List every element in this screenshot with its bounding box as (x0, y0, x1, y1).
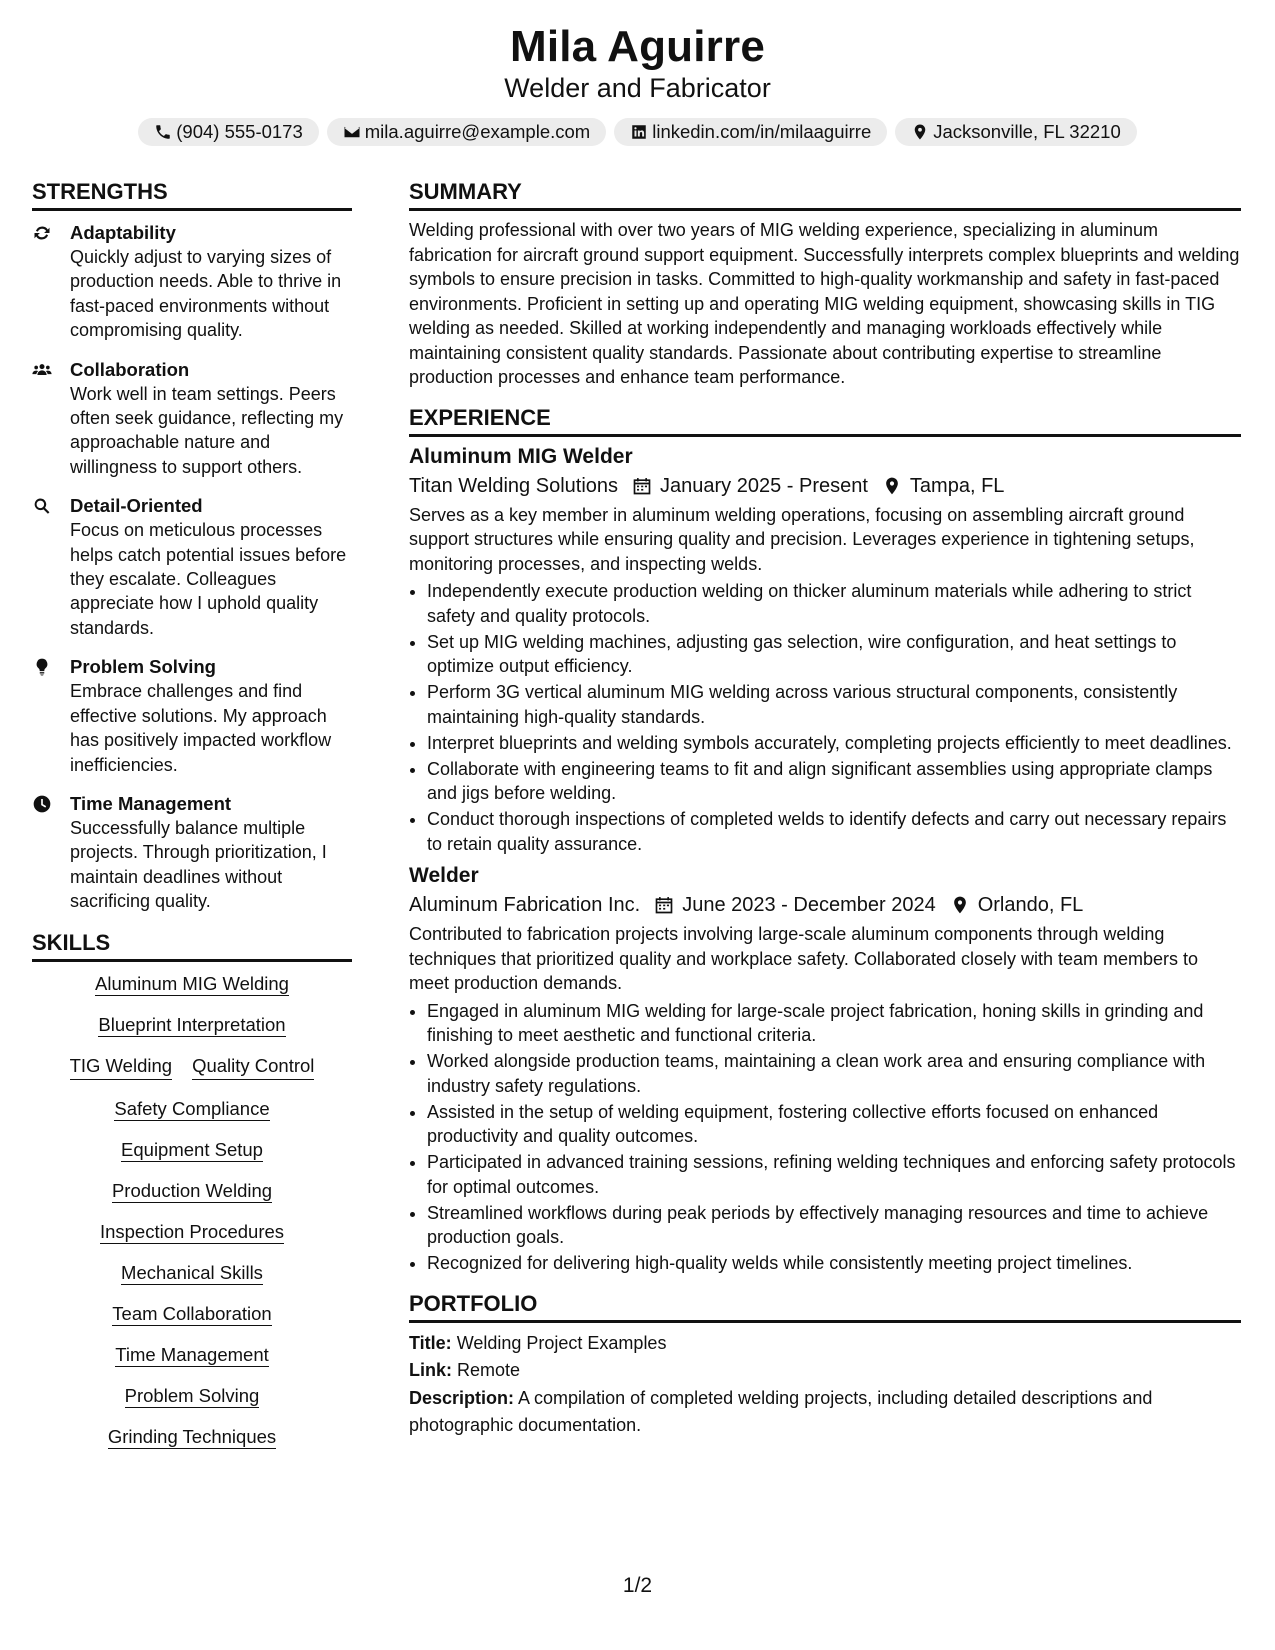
portfolio-link-value[interactable]: Remote (457, 1360, 521, 1380)
page-number: 1/2 (622, 1574, 653, 1597)
job-company: Aluminum Fabrication Inc. (409, 894, 641, 916)
job-entry (409, 862, 1241, 1276)
summary-text: Welding professional with over two years of MIG welding experience, specializing in aluminum fabrication for aircraft ground support equipment. Successfully interprets complex blueprints and welding symbols to ensure precision in tasks. Committed to high-quality workmanship and safety in fast-paced environments. Proficient in setting up and operating MIG welding equipment, showcasing skills in TIG welding as needed. Skilled at working independently and managing workloads effectively while maintaining consistent quality standards. Passionate about contributing expertise to streamline production processes and enhance team performance. (409, 220, 1240, 387)
skill-row (38, 1261, 346, 1285)
skill-row (38, 972, 346, 996)
contact-email[interactable] (327, 118, 606, 146)
skill-tag: Time Management (115, 1343, 269, 1365)
strength-title: Detail-Oriented (70, 495, 203, 517)
calendar-icon (654, 895, 674, 915)
portfolio-heading: PORTFOLIO (409, 1290, 1241, 1323)
skill-tag: Production Welding (111, 1179, 273, 1201)
portfolio-title-label: Title: (409, 1332, 452, 1353)
users-icon (32, 360, 52, 380)
job-bullets (409, 999, 1241, 1276)
strength-item (32, 221, 352, 343)
job-bullet: • Independently execute production welding on thicker aluminum materials while adhering to strict safety and quality protocols. (427, 579, 1241, 628)
strengths-heading: STRENGTHS (32, 178, 352, 211)
job-description: Serves as a key member in aluminum welding operations, focusing on assembling aircraft ground support structures while ensuring quality and precision. Leverages experience in tightening setups, monitoring processes, and inspecting welds. (409, 504, 1195, 574)
job-company: Titan Welding Solutions (409, 474, 619, 497)
skill-tag: Blueprint Interpretation (98, 1013, 286, 1035)
skill-tag: TIG Welding (70, 1054, 172, 1080)
skill-tag: Aluminum MIG Welding (95, 972, 289, 994)
job-bullet: • Collaborate with engineering teams to fit and align significant assemblies using appropriate clamps and jigs before welding. (427, 757, 1241, 806)
calendar-icon (632, 476, 652, 496)
portfolio-link-label: Link: (409, 1360, 452, 1380)
lightbulb-icon (32, 657, 52, 677)
skill-tag: Inspection Procedures (99, 1220, 285, 1242)
job-location: Tampa, FL (909, 474, 1005, 497)
skill-row (38, 1384, 346, 1408)
strength-desc: Work well in team settings. Peers often seek guidance, reflecting my approachable nature and willingness to support others. (70, 383, 344, 477)
strength-desc: Successfully balance multiple projects. Through prioritization, I maintain deadlines without sacrificing quality. (70, 817, 327, 912)
skill-row (38, 1425, 346, 1449)
skill-tag: Safety Compliance (114, 1097, 270, 1119)
job-title: Welder (409, 864, 479, 887)
job-bullet: • Participated in advanced training sessions, refining welding techniques and enforcing safety protocols for optimal outcomes. (427, 1150, 1241, 1199)
skill-tag: Team Collaboration (112, 1302, 272, 1324)
job-location: Orlando, FL (977, 894, 1084, 916)
portfolio-link-row (409, 1357, 1241, 1385)
job-bullet: • Engaged in aluminum MIG welding for large-scale project fabrication, honing skills in grinding and finishing to meet aesthetic and functional criteria. (427, 999, 1241, 1048)
skills-list (32, 972, 352, 1449)
map-pin-icon (950, 895, 970, 915)
right-column (409, 178, 1241, 1440)
clock-icon (32, 794, 52, 814)
skill-tag: Problem Solving (124, 1384, 260, 1406)
strength-desc: Embrace challenges and find effective solutions. My approach has positively impacted workflow inefficiencies. (70, 681, 332, 775)
strength-desc: Quickly adjust to varying sizes of production needs. Able to thrive in fast-paced environments without compromising quality. (70, 247, 342, 341)
job-bullet: • Conduct thorough inspections of completed welds to identify defects and carry out necessary repairs to retain quality assurance. (427, 807, 1241, 856)
portfolio-title-row (409, 1330, 1241, 1358)
job-bullet: • Perform 3G vertical aluminum MIG welding across various structural components, consistently maintaining high-quality standards. (427, 680, 1241, 729)
strength-desc: Focus on meticulous processes helps catch potential issues before they escalate. Colleagues appreciate how I uphold quality standards. (70, 520, 347, 638)
strength-item (32, 655, 352, 777)
strength-item (32, 792, 352, 914)
skill-row (38, 1220, 346, 1244)
candidate-name: Mila Aguirre (509, 22, 766, 71)
location-text: Jacksonville, FL 32210 (933, 121, 1121, 142)
map-pin-icon (911, 123, 929, 141)
job-bullet: • Assisted in the setup of welding equipment, fostering collective efforts focused on enhanced productivity and quality outcomes. (427, 1100, 1241, 1149)
skill-tag: Equipment Setup (121, 1138, 263, 1160)
phone-text: (904) 555-0173 (176, 121, 303, 142)
skill-row (38, 1343, 346, 1367)
summary-heading: SUMMARY (409, 178, 1241, 211)
candidate-role: Welder and Fabricator (504, 73, 771, 103)
contact-linkedin[interactable] (614, 118, 887, 146)
skill-row (38, 1097, 346, 1121)
skills-heading: SKILLS (32, 929, 352, 962)
strength-title: Adaptability (70, 222, 176, 243)
job-dates: June 2023 - December 2024 (682, 894, 936, 916)
resume-header (0, 22, 1275, 146)
left-column (32, 178, 352, 1449)
job-dates: January 2025 - Present (660, 474, 868, 497)
job-bullet: • Streamlined workflows during peak periods by effectively managing resources and time to achieve production goals. (427, 1201, 1241, 1250)
skill-tag: Grinding Techniques (107, 1425, 277, 1447)
contact-bar (0, 118, 1275, 146)
skill-row (38, 1013, 346, 1037)
skill-tag: Mechanical Skills (121, 1261, 263, 1283)
linkedin-icon (630, 123, 648, 141)
job-title: Aluminum MIG Welder (409, 444, 633, 468)
portfolio-desc-label: Description: (409, 1387, 515, 1408)
refresh-icon (32, 223, 52, 243)
job-meta (409, 471, 1241, 501)
skill-row (38, 1179, 346, 1203)
strength-title: Time Management (70, 792, 232, 814)
envelope-icon (343, 123, 361, 141)
map-pin-icon (882, 476, 902, 496)
job-bullet: • Worked alongside production teams, maintaining a clean work area and ensuring compliance with industry safety regulations. (427, 1049, 1241, 1098)
portfolio-desc-value: A compilation of completed welding projects, including detailed descriptions and photographic documentation. (409, 1387, 1153, 1435)
strength-title: Problem Solving (70, 656, 216, 678)
search-icon (32, 496, 52, 516)
job-bullet: • Interpret blueprints and welding symbols accurately, completing projects efficiently to meet deadlines. (427, 731, 1241, 756)
job-bullet: • Set up MIG welding machines, adjusting gas selection, wire configuration, and heat settings to optimize output efficiency. (427, 630, 1241, 679)
skill-tag: Quality Control (192, 1054, 314, 1080)
contact-phone[interactable] (138, 118, 319, 146)
job-meta (409, 890, 1241, 920)
job-description: Contributed to fabrication projects involving large-scale aluminum components through welding techniques that prioritized quality and workplace safety. Collaborated closely with team members to meet production demands. (409, 924, 1199, 993)
portfolio-title-value: Welding Project Examples (456, 1332, 667, 1353)
strength-title: Collaboration (70, 358, 190, 380)
job-bullet: • Recognized for delivering high-quality welds while consistently meeting project timelines. (427, 1251, 1241, 1276)
phone-icon (154, 123, 172, 141)
contact-location (895, 118, 1137, 146)
strength-item (32, 358, 352, 480)
job-entry (409, 443, 1241, 857)
strength-item (32, 494, 352, 640)
email-text: mila.aguirre@example.com (364, 121, 591, 142)
experience-heading: EXPERIENCE (409, 404, 1241, 437)
linkedin-text: linkedin.com/in/milaaguirre (652, 121, 872, 142)
skill-row (38, 1302, 346, 1326)
skill-row (38, 1138, 346, 1162)
job-bullets (409, 579, 1241, 856)
portfolio-desc-row (409, 1385, 1241, 1440)
